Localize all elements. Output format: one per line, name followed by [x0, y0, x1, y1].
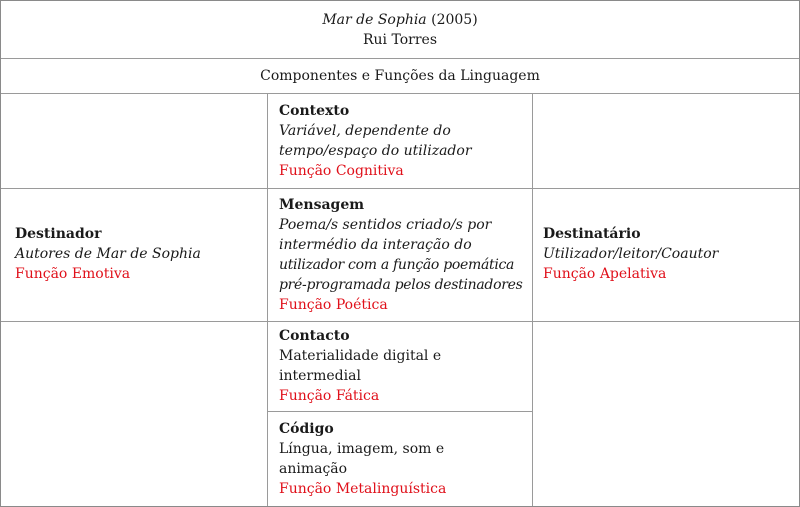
cell-heading: Destinatário — [543, 226, 641, 242]
cell-heading: Destinador — [15, 226, 102, 242]
work-title: Mar de Sophia — [322, 12, 427, 28]
cell-line: pré-programada pelos destinadores — [279, 277, 523, 293]
cell-function: Função Apelativa — [543, 266, 667, 282]
cell-function: Função Cognitiva — [279, 163, 404, 179]
cell-heading: Contacto — [279, 328, 350, 344]
divider — [1, 188, 799, 189]
divider — [1, 58, 799, 59]
cell-destinatario — [543, 224, 788, 284]
cell-line: animação — [279, 461, 348, 477]
cell-contacto — [279, 326, 524, 406]
work-year: (2005) — [431, 12, 478, 28]
cell-codigo — [279, 419, 524, 499]
divider — [267, 411, 532, 412]
cell-line: tempo/espaço do utilizador — [279, 143, 472, 159]
cell-function: Função Metalinguística — [279, 481, 447, 497]
cell-line: Utilizador/leitor/Coautor — [543, 246, 719, 262]
divider — [532, 93, 533, 506]
divider — [1, 321, 799, 322]
cell-line: Língua, imagem, som e — [279, 441, 445, 457]
cell-line: Materialidade digital e — [279, 348, 442, 364]
cell-contexto — [279, 101, 524, 181]
cell-line: utilizador com a função poemática — [279, 257, 515, 273]
cell-line: Poema/s sentidos criado/s por — [279, 217, 492, 233]
divider — [1, 93, 799, 94]
cell-line: Variável, dependente do — [279, 123, 451, 139]
cell-function: Função Poética — [279, 297, 388, 313]
cell-line: Autores de Mar de Sophia — [15, 246, 201, 262]
cell-heading: Contexto — [279, 103, 350, 119]
work-author: Rui Torres — [362, 32, 438, 48]
cell-function: Função Emotiva — [15, 266, 131, 282]
cell-heading: Mensagem — [279, 197, 365, 213]
cell-line: intermedial — [279, 368, 361, 384]
work-header — [1, 10, 799, 50]
cell-heading: Código — [279, 421, 334, 437]
divider — [267, 93, 268, 506]
table-subheader: Componentes e Funções da Linguagem — [260, 68, 540, 84]
cell-mensagem — [279, 195, 531, 315]
cell-function: Função Fática — [279, 388, 380, 404]
cell-line: intermédio da interação do — [279, 237, 472, 253]
cell-destinador — [15, 224, 260, 284]
